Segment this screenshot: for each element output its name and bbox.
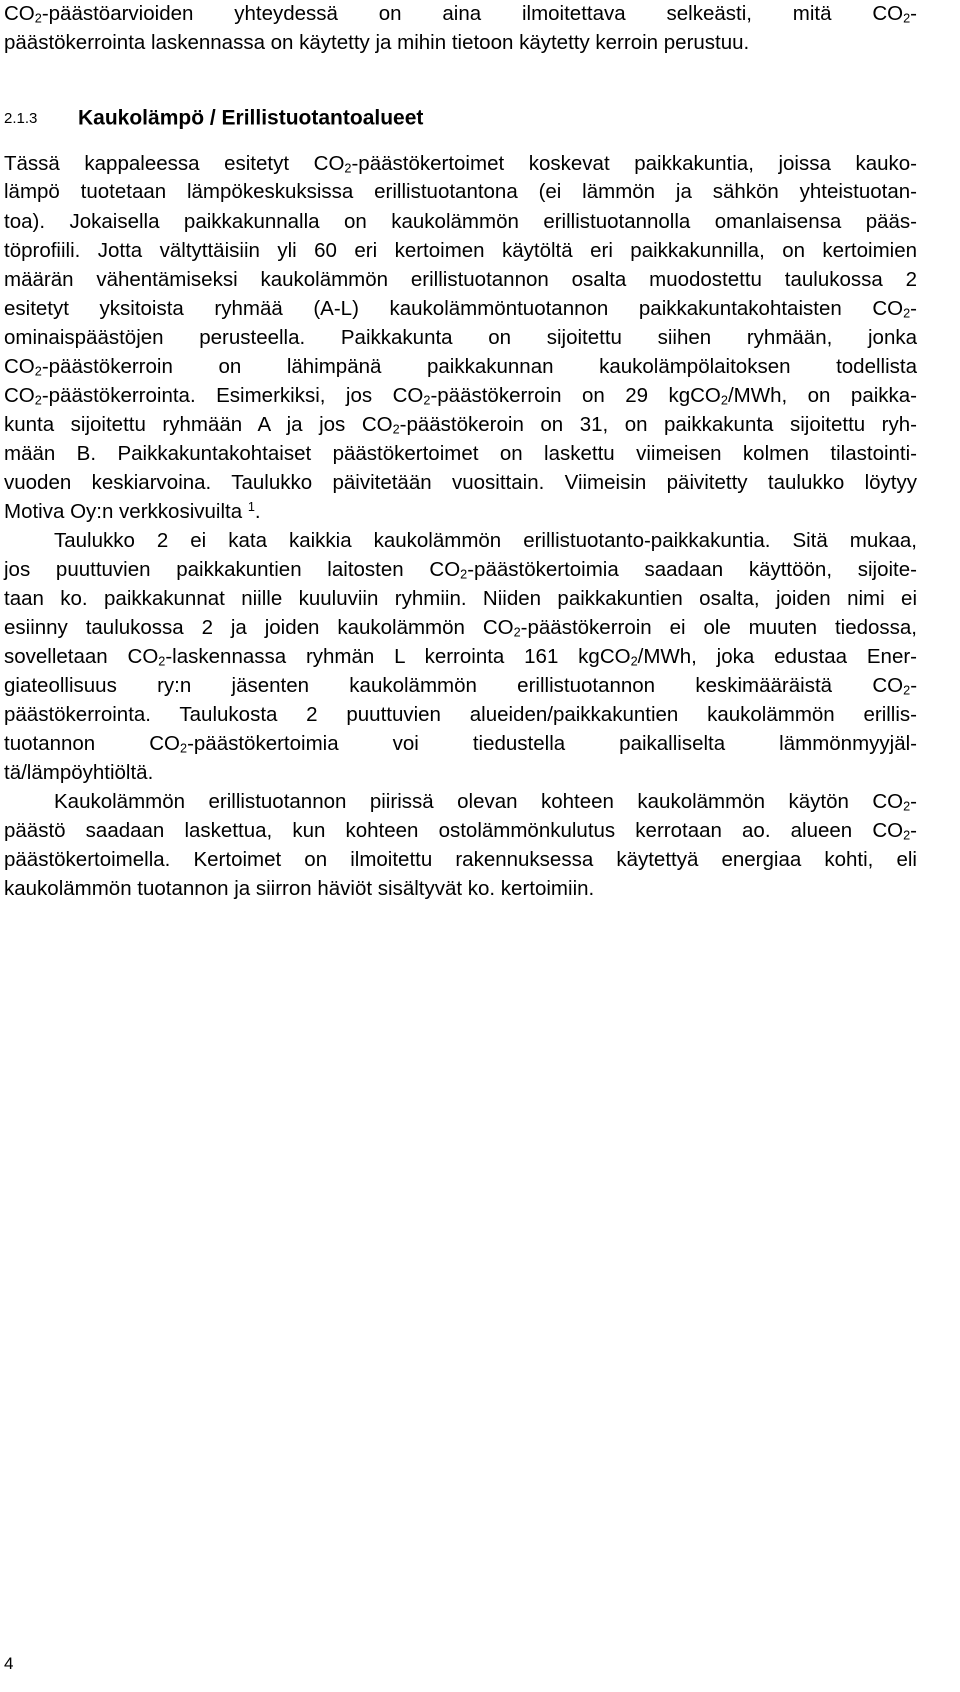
co2-sub: 2	[513, 624, 521, 640]
p2-line-7: päästökerrointa. Taulukosta 2 puuttuvien alueiden/paikkakuntien kaukolämmön erillis-	[4, 703, 917, 726]
text-run: -päästökertoimia voi tiedustella paikalliselta lämmönmyyjäl-	[187, 732, 917, 755]
text-run: Kaukolämmön erillistuotannon piirissä olevan kohteen kaukolämmön käytön	[54, 790, 849, 813]
co2-co: CO	[313, 152, 345, 175]
co2-co: CO	[4, 2, 35, 25]
p1-line-13	[4, 498, 261, 526]
text-run: -päästökerroin on lähimpänä paikkakunnan kaukolämpölaitoksen todellista	[41, 355, 917, 378]
section-title: Kaukolämpö / Erillistuotantoalueet	[78, 106, 424, 130]
co2-co: CO	[872, 674, 904, 697]
co2-sub: 2	[423, 392, 431, 408]
p1-line-12: vuoden keskiarvoina. Taulukko päivitetään vuosittain. Viimeisin päivitetty taulukko löytyy	[4, 471, 917, 494]
text-run: -	[910, 297, 917, 320]
text-run: kunta sijoitettu ryhmään A ja jos	[4, 413, 346, 436]
p3-line-3: päästökertoimella. Kertoimet on ilmoitettu rakennuksessa käytettyä energiaa kohti, eli	[4, 848, 917, 871]
text-run: -päästökertoimet koskevat paikkakuntia, joissa kauko-	[351, 152, 917, 175]
text-run: esitetyt yksitoista ryhmää (A-L) kaukolämmöntuotannon paikkakuntakohtaisten	[4, 297, 842, 320]
text-run: Motiva Oy:n verkkosivuilta	[4, 500, 243, 523]
p1-line-6	[4, 295, 917, 323]
text-run: giateollisuus ry:n jäsenten kaukolämmön erillistuotannon keskimääräistä	[4, 674, 833, 697]
text-run: -päästökerrointa. Esimerkiksi, jos	[41, 384, 373, 407]
p1-line-5: määrän vähentämiseksi kaukolämmön erillistuotannon osalta muodostettu taulukossa 2	[4, 268, 917, 291]
co2-co: CO	[429, 558, 461, 581]
page-number: 4	[4, 1654, 14, 1673]
text-run: esiinny taulukossa 2 ja joiden kaukolämmön	[4, 616, 465, 639]
text-run: -päästöarvioiden yhteydessä on aina ilmoitettava selkeästi, mitä	[41, 2, 832, 25]
p2-line-6	[4, 672, 917, 700]
p3-line-4: kaukolämmön tuotannon ja siirron häviöt sisältyvät ko. kertoimiin.	[4, 877, 595, 900]
co2-co: CO	[872, 790, 904, 813]
intro-line-1	[4, 0, 917, 28]
text-run: -	[910, 2, 917, 25]
co2-sub: 2	[903, 798, 911, 814]
co2-sub: 2	[903, 10, 911, 26]
p1-line-11: mään B. Paikkakuntakohtaiset päästökertoimet on laskettu viimeisen kolmen tilastointi-	[4, 442, 917, 465]
co2-co: CO	[482, 616, 514, 639]
text-run: päästö saadaan laskettua, kun kohteen ostolämmönkulutus kerrotaan ao. alueen	[4, 819, 853, 842]
p1-line-7: ominaispäästöjen perusteella. Paikkakunta on sijoitettu siihen ryhmään, jonka	[4, 326, 917, 349]
section-heading	[4, 103, 423, 133]
p3-line-1	[54, 788, 917, 816]
co2-co: CO	[872, 297, 904, 320]
text-run: -laskennassa ryhmän L kerrointa 161 kgCO	[165, 645, 631, 668]
co2-co: CO	[392, 384, 424, 407]
co2-sub: 2	[460, 566, 468, 582]
co2-co: CO	[4, 355, 35, 378]
p1-line-10	[4, 411, 917, 439]
p2-line-9: tä/lämpöyhtiöltä.	[4, 761, 154, 784]
text-run: -päästökerroin on 29 kgCO	[430, 384, 721, 407]
co2-co: CO	[872, 819, 904, 842]
co2-co: CO	[361, 413, 393, 436]
text-run: tuotannon	[4, 732, 96, 755]
co2-co: CO	[872, 2, 904, 25]
p1-line-8	[4, 353, 917, 381]
text-run: .	[254, 500, 261, 523]
text-run: -päästökerroin ei ole muuten tiedossa,	[520, 616, 917, 639]
p3-line-2	[4, 817, 917, 845]
co2-sub: 2	[630, 653, 638, 669]
p1-line-1	[4, 150, 917, 178]
p2-line-2	[4, 556, 917, 584]
text-run: -	[910, 819, 917, 842]
co2-sub: 2	[34, 10, 42, 26]
text-run: Tässä kappaleessa esitetyt	[4, 152, 290, 175]
co2-sub: 2	[158, 653, 166, 669]
intro-line-2: päästökerrointa laskennassa on käytetty ja mihin tietoon käytetty kerroin perustuu.	[4, 31, 750, 54]
footnote-ref: 1	[247, 499, 255, 515]
text-run: -	[910, 790, 917, 813]
co2-sub: 2	[344, 160, 352, 176]
co2-co: CO	[127, 645, 159, 668]
co2-sub: 2	[34, 392, 42, 408]
p2-line-5	[4, 643, 917, 671]
text-run: -	[910, 674, 918, 697]
text-run: /MWh, joka edustaa Ener-	[637, 645, 917, 668]
co2-sub: 2	[392, 421, 400, 437]
p1-line-2: lämpö tuotetaan lämpökeskuksissa erillistuotantona (ei lämmön ja sähkön yhteistuotan-	[4, 180, 917, 203]
text-run: -päästökertoimia saadaan käyttöön, sijoite-	[467, 558, 917, 581]
text-run: -päästökeroin on 31, on paikkakunta sijoitettu ryh-	[399, 413, 917, 436]
p1-line-9	[4, 382, 917, 410]
p2-line-8	[4, 730, 917, 758]
text-run: sovelletaan	[4, 645, 108, 668]
p1-line-3: toa). Jokaisella paikkakunnalla on kaukolämmön erillistuotannolla omanlaisensa pääs-	[4, 210, 917, 233]
p2-line-1: Taulukko 2 ei kata kaikkia kaukolämmön erillistuotanto-paikkakuntia. Sitä mukaa,	[54, 529, 917, 552]
section-number: 2.1.3	[4, 109, 38, 127]
co2-sub: 2	[903, 827, 911, 843]
text-run: /MWh, on paikka-	[727, 384, 918, 407]
co2-sub: 2	[179, 740, 188, 756]
co2-co: CO	[149, 732, 180, 755]
co2-co: CO	[4, 384, 35, 407]
co2-sub: 2	[903, 305, 911, 321]
p2-line-4	[4, 614, 917, 642]
p2-line-3: taan ko. paikkakunnat niille kuuluviin ryhmiin. Niiden paikkakuntien osalta, joiden nimi ei	[4, 587, 917, 610]
co2-sub: 2	[903, 682, 911, 698]
text-run: jos puuttuvien paikkakuntien laitosten	[4, 558, 404, 581]
co2-sub: 2	[720, 392, 728, 408]
co2-sub: 2	[34, 363, 42, 379]
p1-line-4: töprofiili. Jotta vältyttäisiin yli 60 eri kertoimen käytöltä eri paikkakunnilla, on kertoimien	[4, 239, 917, 262]
